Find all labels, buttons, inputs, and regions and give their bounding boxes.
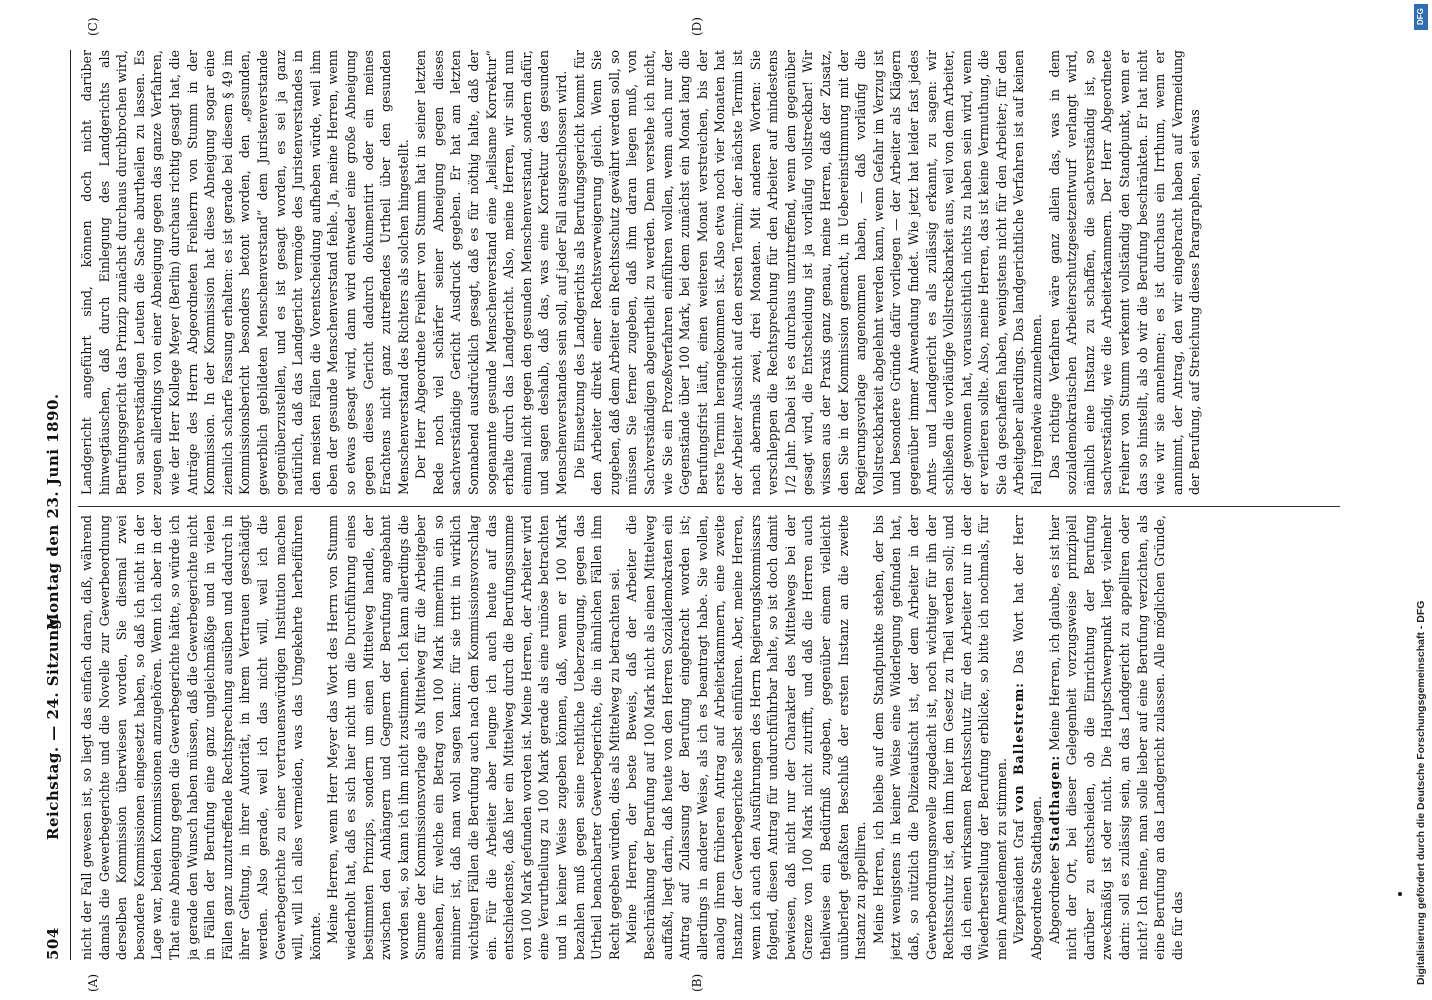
- paragraph: Die Einsetzung des Landgerichts als Berufungsgericht kommt für den Arbeiter direkt einer Rechtsverweigerung gleich. Wenn Sie zugeben, daß dem Arbeiter ein Rechtsschutz gewährt werden soll, so müssen Sie ferner zugeben, daß ihm daran liegen muß, von Sachverständigen abgeurtheilt zu werden. Denn verstehe ich nicht, wie Sie ein Prozeßverfahren einführen wollen, wenn auch nur der Gegenstände über 100 Mark, bei dem zunächst ein Monat lang die Berufungsfrist läuft, einen weiteren Monat verstreichen, bis der erste Termin herangekommen ist. Also etwa noch vier Monaten hat der Arbeiter Aussicht auf den ersten Termin; der nächste Termin ist nach abermals zwei, drei Monaten. Mit anderen Worten: Sie verschleppen die Rechtsprechung für den Arbeiter auf mindestens 1/2 Jahr. Dabei ist es durchaus unzutreffend, wenn dem gegenüber gesagt wird, die Entscheidung ist ja vorläufig vollstreckbar! Wir wissen aus der Praxis ganz genau, meine Herren, daß der Zusatz, den Sie in der Kommission gemacht, in Uebereinstimmung mit der Regierungsvorlage angenommen haben, — daß vorläufig die Vollstreckbarkeit abgelehnt werden kann, wenn Gefahr im Verzug ist und besondere Gründe dafür vorliegen — der Arbeiter als Klägern gegenüber immer Anwendung findet. Wie jetzt hat leider fast jedes Amts- und Landgericht es als zulässig erkannt, zu sagen: wir schließen die vorläufige Vollstreckbarkeit aus, weil von dem Arbeiter, der gewonnen hat, voraussichtlich nichts zu haben sein wird, wenn er verlieren sollte. Also, meine Herren, das ist keine Vermuthung, die Sie da geschaffen haben, wenigstens nicht für den Arbeiter; für den Arbeitgeber allerdings. Das landgerichtliche Verfahren ist auf keinen Fall irgendwie anzunehmen.: [571, 50, 1045, 495]
- running-head: [44, 50, 66, 960]
- vice-president-text: Das Wort hat der Herr Abgeordnete Stadthagen.: [1011, 515, 1045, 960]
- left-column: [78, 515, 1350, 960]
- column-divider: [78, 506, 1340, 507]
- running-head-left: Reichstag. — 24. Sitzung.: [44, 612, 62, 840]
- margin-marker-b: (B): [690, 973, 704, 992]
- vice-president-label: Vizepräsident Graf: [1011, 820, 1027, 944]
- paragraph: Das richtige Verfahren wäre ganz allein das, was in dem sozialdemokratischen Arbeiterschutzgesetzentwurf verlangt wird, nämlich eine Instanz zu schaffen, die sachverständig ist, so sachverständig, wie die Arbeiterkammern. Der Herr Abgeordnete Freiherr von Stumm verkennt vollständig den Standpunkt, wenn er das so hinstellt, als ob wir die Berufung beschränkten. Er hat nicht wie wir sie annehmen; es ist durchaus ein Irrthum, wenn er annimmt, der Antrag, den wir eingebracht haben auf Vermeidung der Berufung, auf Streichung dieses Paragraphen, sei etwas: [1046, 50, 1203, 495]
- header-rule: [70, 50, 71, 960]
- speaker-label: Abgeordneter: [1046, 855, 1062, 944]
- paragraph: Meine Herren, der beste Beweis, daß der Arbeiter die Beschränkung der Berufung auf 100 Mark nicht als einen Mittelweg auffaßt, liegt darin, daß heute von den Herren Sozialdemokraten ein Antrag auf Zulassung der Berufung eingebracht worden ist; allerdings in anderer Weise, als ich es beantragt habe. Sie wollen, analog ihrem früheren Antrag auf Arbeiterkammern, eine zweite Instanz der Gewerbegerichte selbst einführen. Aber, meine Herren, wenn ich auch den Ausführungen des Herrn Regierungskommissars folgend, diesen Antrag für undurchführbar halte, so ist doch damit bewiesen, daß nicht nur der Charakter des Mittelwegs bei der Grenze von 100 Mark nicht zutrifft, und daß die Herren auch theilweise ein Bedürfniß zugeben, gegenüber einem vielleicht unüberlegt gefaßten Beschluß der ersten Instanz an die zweite Instanz zu appelliren.: [624, 515, 869, 960]
- margin-marker-a: (A): [86, 973, 100, 992]
- margin-marker-c: (C): [86, 17, 100, 36]
- paragraph: Landgericht angeführt sind, können doch nicht darüber hinwegtäuschen, daß durch Einlegung des Landgerichts als Berufungsgericht das Prinzip zunächst durchaus durchbrochen wird, von sachverständigen Leuten die Sache aburtheilen zu lassen. Es zeugen allerdings von einer Abneigung gegen das ganze Verfahren, wie der Herr Kollege Meyer (Berlin) durchaus richtig gesagt hat, die Anträge des Herrn Abgeordneten Freiherrn von Stumm in der Kommission. In der Kommission hat diese Abneigung sogar eine ziemlich scharfe Fassung erhalten: es ist gerade bei diesem § 49 im Kommissionsbericht besonders betont worden, den „gesunden, gewerblich gebildeten Menschenverstand“ dem Juristenverstande gegenüberzustellen, und es ist gesagt worden, es sei ja ganz natürlich, daß das Landgericht vermöge des Juristenverstandes in den meisten Fällen die Vorentscheidung aufheben würde, weil ihm eben der gesunde Menschenverstand fehle. Ja, meine Herren, wenn so etwas gesagt wird, dann wird entweder eine große Abneigung gegen dieses Gericht dadurch dokumentirt oder ein meines Erachtens nicht ganz zutreffendes Urtheil über den gesunden Menschenverstand des Richters als solchen hingestellt.: [79, 50, 411, 495]
- vice-president-name: von Ballestrem:: [1011, 682, 1027, 813]
- dfg-funding-note: Digitalisierung gefördert durch die Deutsche Forschungsgemeinschaft - DFG: [1415, 600, 1427, 985]
- paragraph: Der Herr Abgeordnete Freiherr von Stumm hat in seiner letzten Rede noch viel schärfer seiner Abneigung gegen dieses sachverständige Gericht Ausdruck gegeben. Er hat am letzten Sonnabend ausdrücklich gesagt, daß es für nöthig halte, daß der sogenannte gesunde Menschenverstand eine „heilsame Korrektur“ erhalte durch das Landgericht. Also, meine Herren, wir sind nun einmal nicht gegen den gesunden Menschenverstand, sondern dafür, und sagen deshalb, daß das, was eine Korrektur des gesunden Menschenverstandes sein soll, auf jeder Fall ausgeschlossen wird.: [413, 50, 570, 495]
- running-head-date: Montag den 23. Juni 1890.: [44, 393, 62, 630]
- speaker-name: Stadthagen:: [1046, 754, 1062, 852]
- speck-mark: [1398, 892, 1402, 896]
- page-number: 504: [44, 927, 62, 960]
- speaker-paragraph: [1046, 515, 1187, 960]
- paragraph: nicht der Fall gewesen ist, so liegt das einfach daran, daß, während damals die Gewerbegerichte und die Novelle zur Gewerbeordnung derselben Kommission überwiesen worden, Sie diesmal zwei besondere Kommissionen eingesetzt haben, so daß ich nicht in der Lage war, beiden Kommissionen anzugehören. Wenn ich aber in der That eine Abneigung gegen die Gewerbegerichte hätte, so würde ich ja gerade den Wunsch haben müssen, daß die Gewerbegerichte nicht in Fällen der Berufung eine ganz ungleichmäßige und in vielen Fällen ganz unzutreffende Rechtsprechung ausüben und dadurch in ihrer Geltung, in ihrer Autorität, in ihrem Vertrauen geschädigt werden. Also gerade, weil ich das nicht will, weil ich die Gewerbegerichte zu einer vertrauenswürdigen Institution machen will, will ich alles vermeiden, was das Umgekehrte herbeiführen könnte.: [79, 515, 323, 960]
- paragraph: Meine Herren, wenn Herr Meyer das Wort des Herrn von Stumm wiederholt hat, daß es sich hier nicht um die Durchführung eines bestimmten Prinzips, sondern um einen Mittelweg handle, der zwischen den Anhängern und Gegnern der Berufung angebahnt worden sei, so kann ich ihm nicht zustimmen. Ich kann allerdings die Summe der Kommissionsvorlage als Mittelweg für die Arbeitgeber ansehen, für welche ein Betrag von 100 Mark immerhin ein so minimer ist, daß man wohl sagen kann: für sie tritt in wirklich wichtigen Fällen die Berufung auch nach dem Kommissionsvorschlag ein. Für die Arbeiter aber leugne ich auch heute auf das entschiedenste, daß hier ein Mittelweg durch die Berufungssumme von 100 Mark gefunden worden ist. Meine Herren, der Arbeiter wird eine Verurtheilung zu 100 Mark gerade als eine ruinöse betrachten und in keiner Weise zugeben können, daß, wenn er 100 Mark bezahlen muß gegen seine rechtliche Ueberzeugung, gegen das Urtheil benachbarter Gewerbegerichte, die in ähnlichen Fällen ihm Recht gegeben würden, dies als Mittelweg zu betrachten sei.: [325, 515, 622, 960]
- dfg-logo: DFG: [1414, 4, 1428, 30]
- margin-marker-d: (D): [690, 17, 704, 36]
- right-column: [78, 50, 1350, 495]
- speaker-text: Meine Herren, ich glaube, es ist hier nicht der Ort, bei dieser Gelegenheit vorzugsweise prinzipiell darüber zu entscheiden, ob die Einrichtung der Berufung zweckmäßig ist oder nicht. Die Hauptschwerpunkt liegt vielmehr darin: soll es zulässig sein, an das Landgericht zu appelliren oder nicht? Ich meine, man solle lieber auf eine Berufung verzichten, als eine Berufung an das Landgericht zulassen. Alle möglichen Gründe, die für das: [1046, 515, 1185, 960]
- vice-president-paragraph: [1010, 515, 1045, 960]
- paragraph: Meine Herren, ich bleibe auf dem Standpunkte stehen, der bis jetzt wenigstens in keiner Weise eine Widerlegung gefunden hat, daß, so nützlich die Polizeiaufsicht ist, der dem Arbeiter in der Gewerbeordnungsnovelle zugedacht ist, noch wichtiger für ihn der Rechtsschutz ist, den ihm hier im Gesetz zu Theil werden soll; und da ich einen wirksamen Rechtsschutz für den Arbeiter nur in der Wiederherstellung der Berufung erblicke, so bitte ich nochmals, für mein Amendement zu stimmen.: [870, 515, 1009, 960]
